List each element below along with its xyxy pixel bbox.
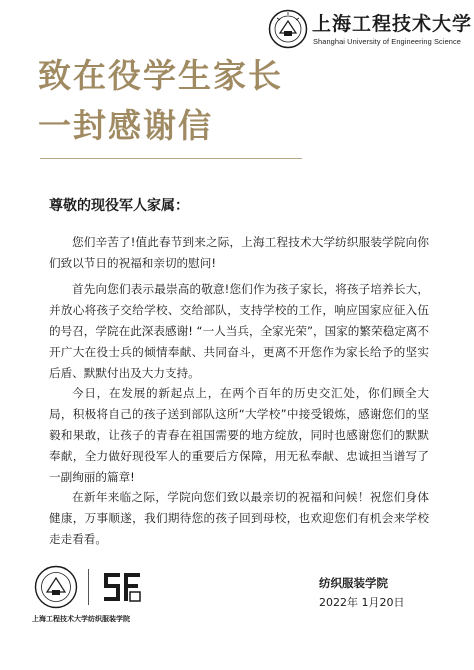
title-divider xyxy=(40,158,302,159)
university-logo xyxy=(268,9,473,49)
college-sfe-logo-icon xyxy=(100,567,144,607)
salutation: 尊敬的现役军人家属： xyxy=(49,198,189,214)
title-line-2: 一封感谢信 xyxy=(38,106,213,145)
school-name-en: Shanghai University of Engineering Science xyxy=(313,37,461,46)
paragraph-1: 您们辛苦了!值此春节到来之际，上海工程技术大学纺织服装学院向你们致以节日的祝福和亲切的慰问! xyxy=(49,235,429,270)
paragraph-4: 在新年来临之际，学院向您们致以最亲切的祝福和问候！祝您们身体健康，万事顺遂，我们期待您的孩子回到母校，也欢迎您们有机会来学校走走看看。 xyxy=(49,490,429,546)
university-seal-icon xyxy=(34,565,78,609)
paragraph-2: 首先向您们表示最崇高的敬意!您们作为孩子家长，将孩子培养长大，并放心将孩子交给学校、交给部队，支持学校的工作，响应国家应征入伍的号召，学院在此深表感谢! “一人当兵，全家光荣”，国家的繁荣稳定离不开广大在役士兵的倾情奉献、共同奋斗，更离不开您作为家长给予的坚实后盾、默默付出及大力支持。 xyxy=(49,282,429,380)
signature-name: 纺织服装学院 xyxy=(319,576,388,590)
title-line-1: 致在役学生家长 xyxy=(38,56,283,95)
footer-logo-caption: 上海工程技术大学纺织服装学院 xyxy=(32,615,130,623)
footer-logos xyxy=(30,565,180,625)
school-name-cn: 上海工程技术大学 xyxy=(312,13,473,35)
logo-divider xyxy=(88,569,89,605)
university-seal-icon xyxy=(268,9,308,49)
paragraph-3: 今日，在发展的新起点上，在两个百年的历史交汇处，你们顾全大局，积极将自己的孩子送到部队这所“大学校”中接受锻炼，感谢您们的坚毅和果敢，让孩子的青春在祖国需要的地方绽放，同时也感谢您们的默默奉献，全力做好现役军人的重要后方保障，用无私奉献、忠诚担当谱写了一副绚丽的篇章! xyxy=(49,386,429,484)
signature-date: 2022年 1月20日 xyxy=(319,596,405,609)
